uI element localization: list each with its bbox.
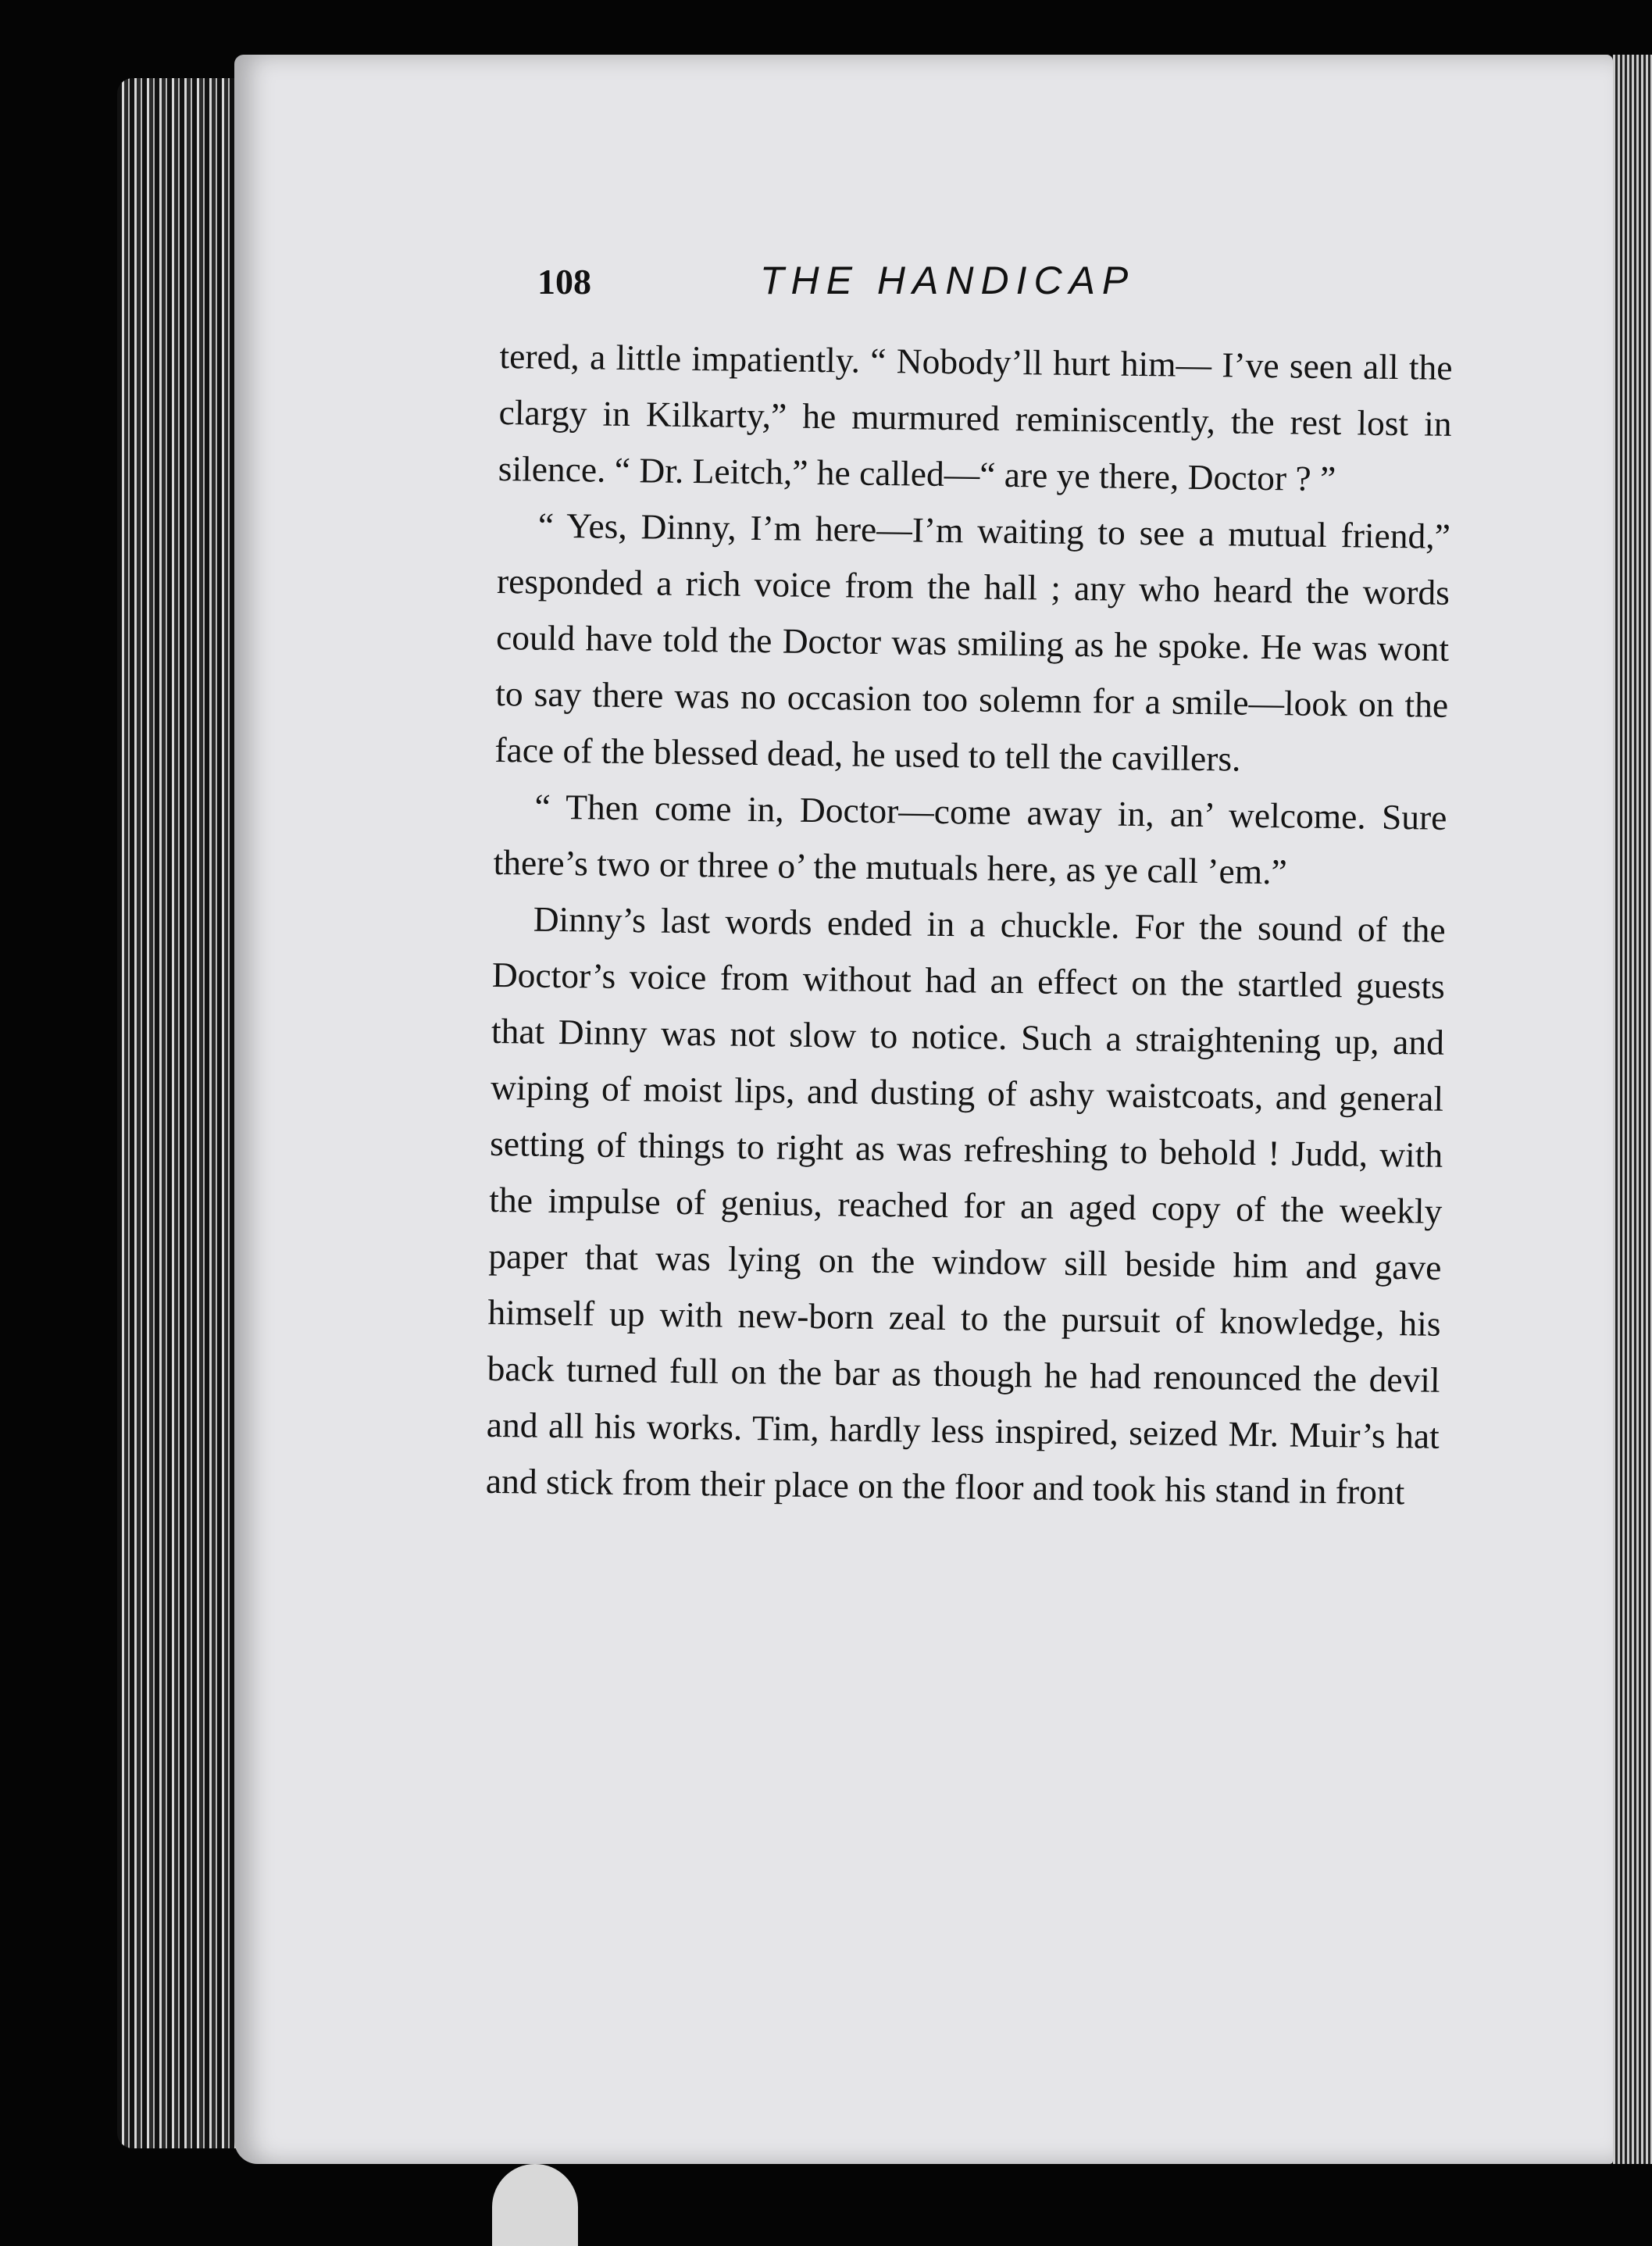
- gutter-shadow: [1613, 55, 1652, 2164]
- bottom-artifact: [492, 2164, 578, 2246]
- paragraph: Dinny’s last words ended in a chuckle. For the sound of the Doctor’s voice from without had an effect on the startled guests that Dinny was not slow to notice. Such a straightening up, and wiping of moist lips, and dusting of ashy waistcoats, and general setting of things to right as was refreshing to behold ! Judd, with the impulse of genius, reached for an aged copy of the weekly paper that was lying on the window sill beside him and gave himself up with new-born zeal to the pursuit of knowledge, his back turned full on the bar as though he had renounced the devil and all his works. Tim, hardly less inspired, seized Mr. Muir’s hat and stick from their place on the floor and took his stand in front: [485, 898, 1446, 1512]
- body-text: [486, 328, 1453, 1521]
- paragraph: tered, a little impatiently. “ Nobody’ll hurt him— I’ve seen all the clargy in Kilkarty,” he murmured reminiscently, the rest lost in silence. “ Dr. Leitch,” he called—“ are ye there, Doctor ? ”: [498, 335, 1453, 499]
- page-number: 108: [537, 262, 591, 302]
- paragraph: “ Then come in, Doctor—come away in, an’ welcome. Sure there’s two or three o’ the mutuals here, as ye call ’em.”: [493, 786, 1447, 892]
- paragraph: “ Yes, Dinny, I’m here—I’m waiting to see a mutual friend,” responded a rich voice from the hall ; any who heard the words could have told the Doctor was smiling as he spoke. He was wont to say there was no occasion too solemn for a smile—look on the face of the blessed dead, he used to tell the cavillers.: [494, 505, 1451, 779]
- running-title: THE HANDICAP: [760, 259, 1136, 302]
- page-header: [537, 258, 1459, 312]
